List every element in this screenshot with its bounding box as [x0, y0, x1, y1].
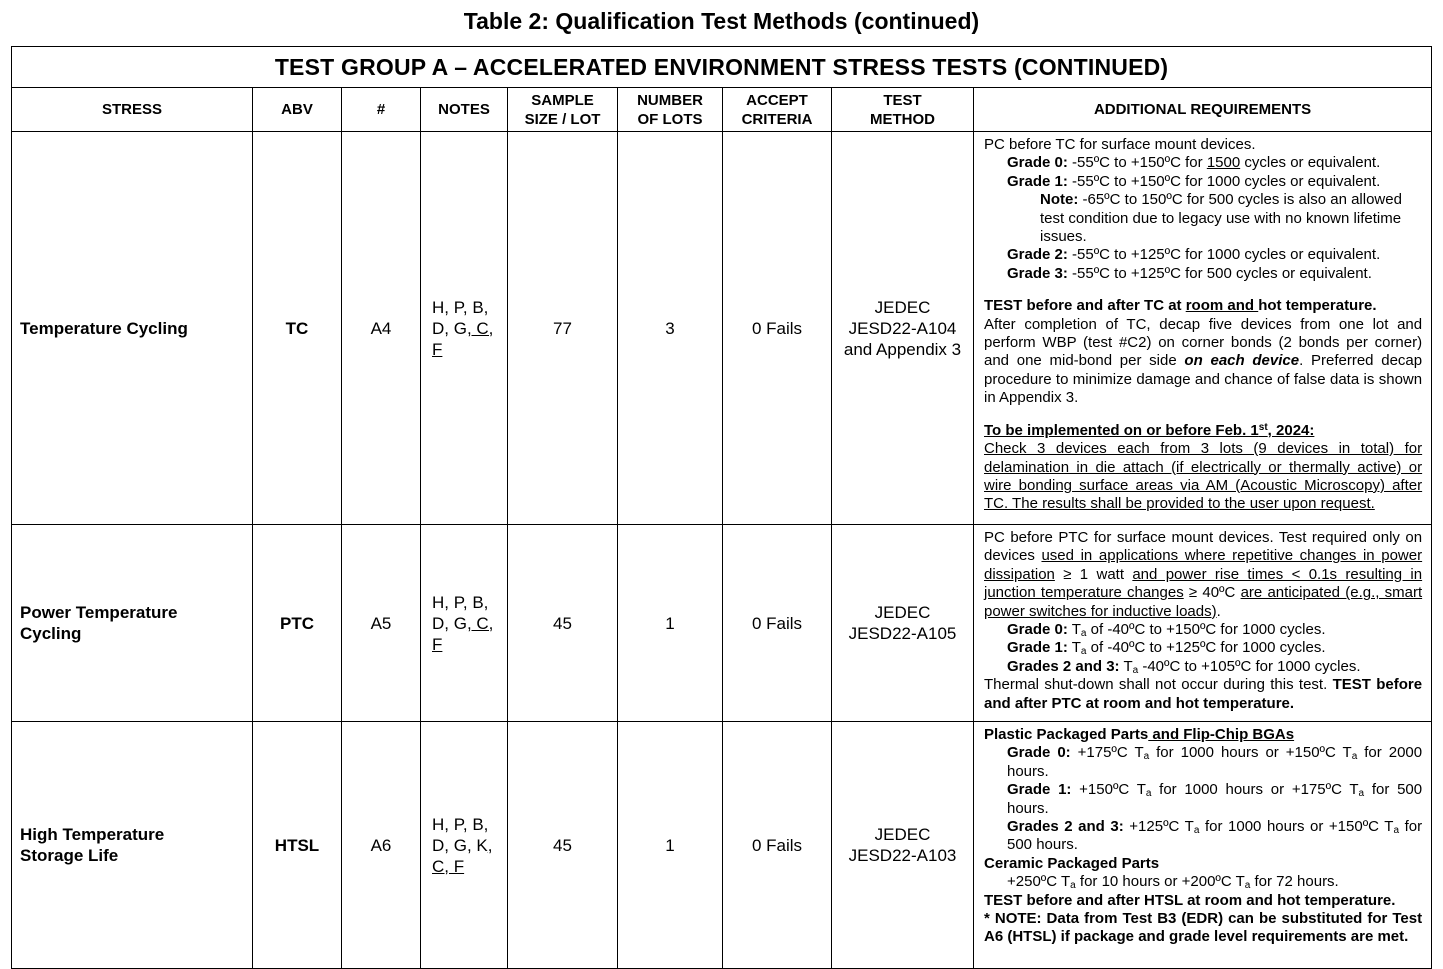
table-row [12, 722, 1432, 969]
header-additional-requirements: ADDITIONAL REQUIREMENTS [974, 88, 1432, 132]
lots-cell: 3 [618, 132, 723, 525]
header-row [12, 88, 1432, 132]
header-abv: ABV [253, 88, 342, 132]
abv-cell: TC [253, 132, 342, 525]
test-number-cell: A4 [342, 132, 421, 525]
sample-size-cell: 45 [508, 525, 618, 722]
accept-cell: 0 Fails [723, 722, 832, 969]
additional-requirements-cell: Plastic Packaged Parts and Flip-Chip BGAs Grade 0: +175ºC $T_a$ for 1000 hours or +150ºC $T_a$ for 2000 hours. Grade 1: +150ºC $T_a$ for 1000 hours or +175ºC $T_a$ for 500 hours. Grades 2 and 3: +125ºC $T_a$ for 1000 hours or +150ºC $T_a$ for 500 hours. Ceramic Packaged Parts +250ºC $T_a$ for 10 hours or +200ºC $T_a$ for 72 hours. TEST before and after HTSL at room and hot temperature. * NOTE: Data from Test B3 (EDR) can be substituted for Test A6 (HTSL) if package and grade level requirements are met. [974, 722, 1432, 969]
lots-cell: 1 [618, 525, 723, 722]
header-number: # [342, 88, 421, 132]
table-row [12, 132, 1432, 525]
accept-cell: 0 Fails [723, 132, 832, 525]
group-title-row [12, 47, 1432, 88]
header-test-method: TEST METHOD [832, 88, 974, 132]
header-notes: NOTES [421, 88, 508, 132]
test-method-cell: JEDEC JESD22-A103 [832, 722, 974, 969]
header-stress: STRESS [12, 88, 253, 132]
test-method-cell: JEDEC JESD22-A104 and Appendix 3 [832, 132, 974, 525]
notes-cell: H, P, B, D, G, K, C, F [421, 722, 508, 969]
qualification-test-table [11, 46, 1432, 969]
abv-cell: PTC [253, 525, 342, 722]
stress-cell: High Temperature Storage Life [12, 722, 253, 969]
test-number-cell: A6 [342, 722, 421, 969]
group-title: TEST GROUP A – ACCELERATED ENVIRONMENT STRESS TESTS (CONTINUED) [12, 47, 1432, 88]
header-number-of-lots: NUMBER OF LOTS [618, 88, 723, 132]
additional-requirements-cell: PC before TC for surface mount devices. Grade 0: -55ºC to +150ºC for 1500 cycles or equivalent. Grade 1: -55ºC to +150ºC for 1000 cycles or equivalent. Note: -65ºC to 150ºC for 500 cycles is also an allowed test condition due to legacy use with no known lifetime issues. Grade 2: -55ºC to +125ºC for 1000 cycles or equivalent. Grade 3: -55ºC to +125ºC for 500 cycles or equivalent. TEST before and after TC at room and hot temperature. After completion of TC, decap five devices from one lot and perform WBP (test #C2) on corner bonds (2 bonds per corner) and one mid-bond per side on each device. Preferred decap procedure to minimize damage and chance of false data is shown in Appendix 3. To be implemented on or before Feb. 1st, 2024: Check 3 devices each from 3 lots (9 devices in total) for delamination in die attach (if electrically or thermally active) or wire bonding surface areas via AM (Acoustic Microscopy) after TC. The results shall be provided to the user upon request. [974, 132, 1432, 525]
sample-size-cell: 77 [508, 132, 618, 525]
sample-size-cell: 45 [508, 722, 618, 969]
header-sample-size: SAMPLE SIZE / LOT [508, 88, 618, 132]
accept-cell: 0 Fails [723, 525, 832, 722]
test-number-cell: A5 [342, 525, 421, 722]
additional-requirements-cell: PC before PTC for surface mount devices. Test required only on devices used in applications where repetitive changes in power dissipation ≥ 1 watt and power rise times < 0.1s resulting in junction temperature changes ≥ 40ºC are anticipated (e.g., smart power switches for inductive loads). Grade 0: $T_a$ of -40ºC to +150ºC for 1000 cycles. Grade 1: $T_a$ of -40ºC to +125ºC for 1000 cycles. Grades 2 and 3: $T_a$ -40ºC to +105ºC for 1000 cycles. Thermal shut-down shall not occur during this test. TEST before and after PTC at room and hot temperature. [974, 525, 1432, 722]
table-caption: Table 2: Qualification Test Methods (continued) [463, 8, 980, 34]
stress-cell: Temperature Cycling [12, 132, 253, 525]
abv-cell: HTSL [253, 722, 342, 969]
table-row [12, 525, 1432, 722]
notes-cell: H, P, B, D, G, C, F [421, 132, 508, 525]
lots-cell: 1 [618, 722, 723, 969]
stress-cell: Power Temperature Cycling [12, 525, 253, 722]
test-method-cell: JEDEC JESD22-A105 [832, 525, 974, 722]
header-accept-criteria: ACCEPT CRITERIA [723, 88, 832, 132]
notes-cell: H, P, B, D, G, C, F [421, 525, 508, 722]
